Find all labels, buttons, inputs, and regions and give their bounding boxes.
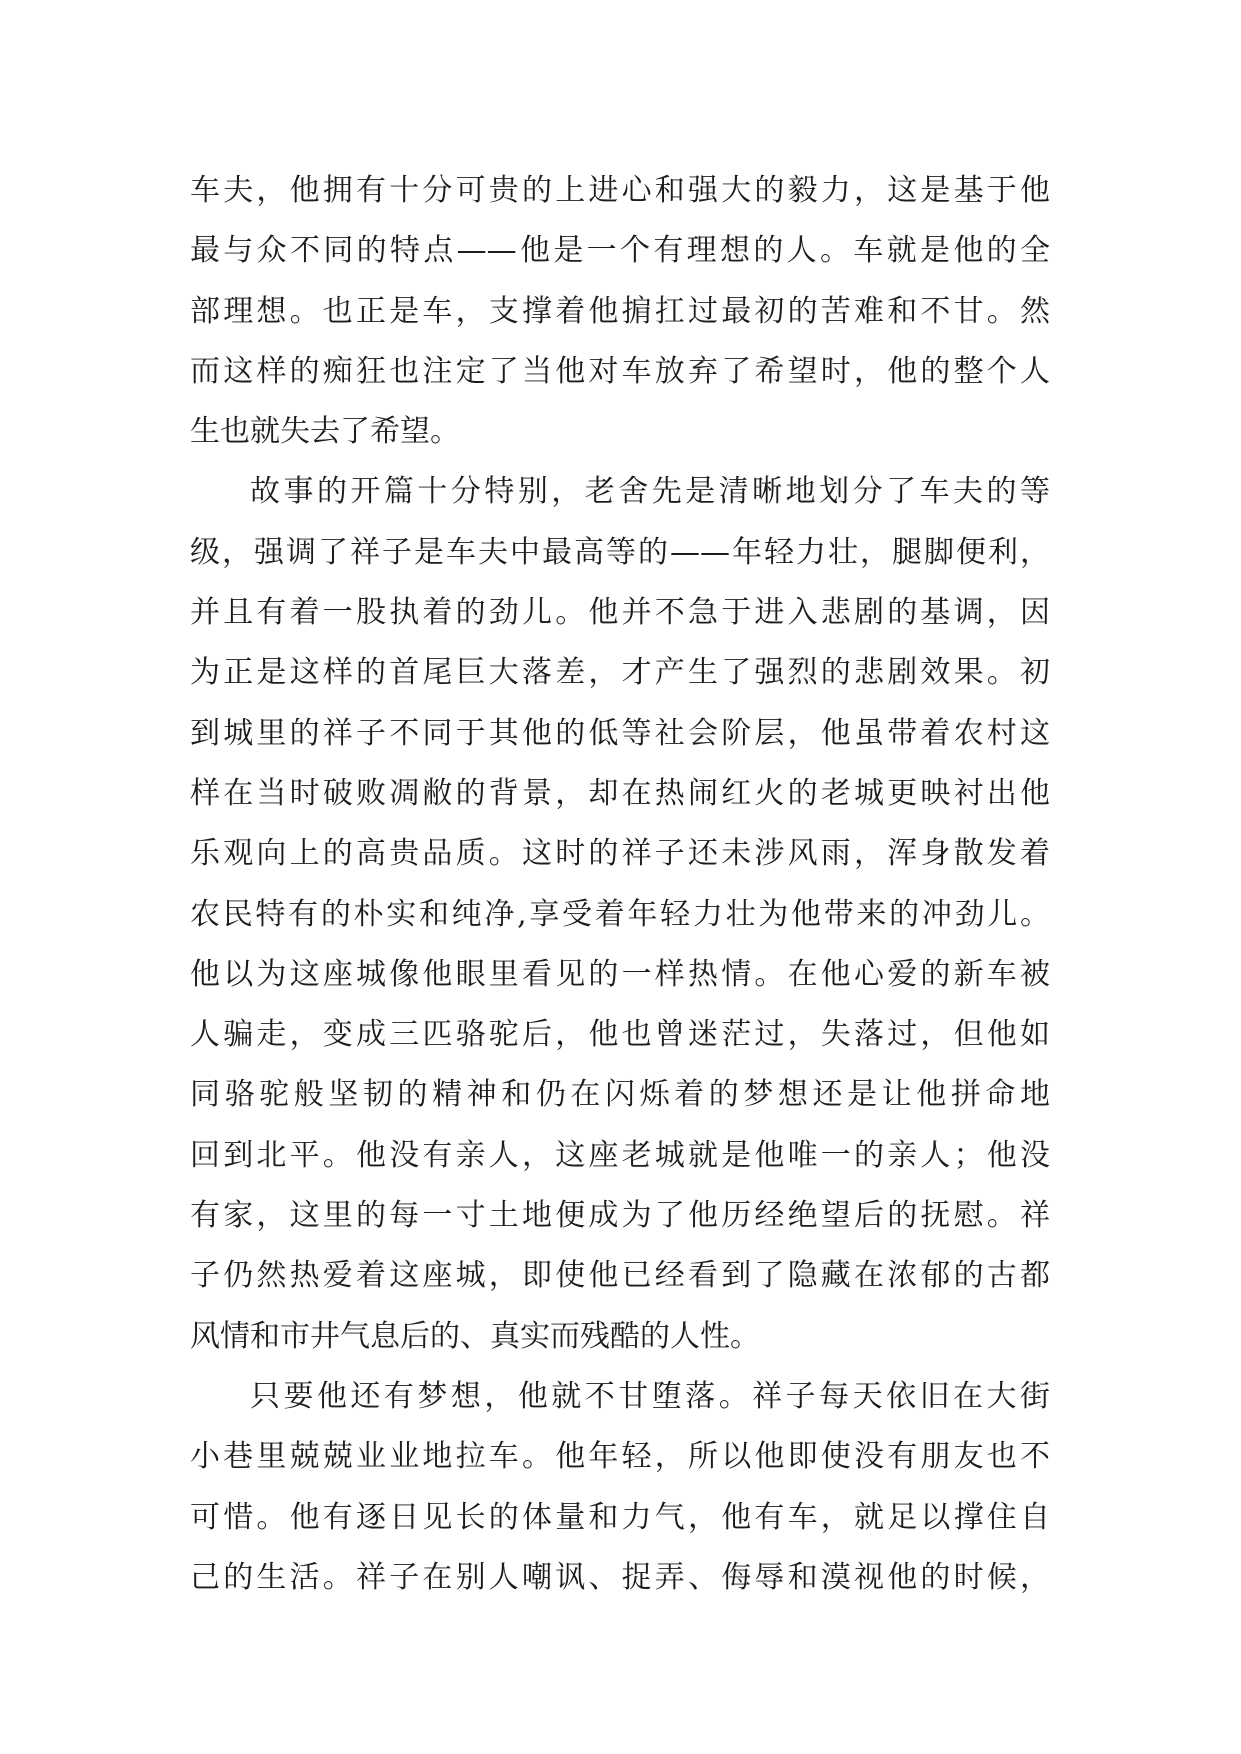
text-line: 样在当时破败凋敝的背景，却在热闹红火的老城更映衬出他: [190, 775, 1050, 811]
text-line: 可惜。他有逐日见长的体量和力气，他有车，就足以撑住自: [190, 1499, 1050, 1535]
text-line: 他以为这座城像他眼里看见的一样热情。在他心爱的新车被: [190, 956, 1050, 992]
paragraph: [190, 1367, 1050, 1608]
text-line: 农民特有的朴实和纯净,享受着年轻力壮为他带来的冲劲儿。: [190, 896, 1050, 932]
text-line: 为正是这样的首尾巨大落差，才产生了强烈的悲剧效果。初: [190, 655, 1050, 691]
text-line: 己的生活。祥子在别人嘲讽、捉弄、侮辱和漠视他的时候，: [190, 1559, 1050, 1595]
text-line: 并且有着一股执着的劲儿。他并不急于进入悲剧的基调，因: [190, 595, 1050, 631]
text-line: 同骆驼般坚韧的精神和仍在闪烁着的梦想还是让他拼命地: [190, 1077, 1050, 1113]
text-line: 到城里的祥子不同于其他的低等社会阶层，他虽带着农村这: [190, 715, 1050, 751]
text-line: 回到北平。他没有亲人，这座老城就是他唯一的亲人；他没: [190, 1137, 1050, 1173]
text-line: 子仍然热爱着这座城，即使他已经看到了隐藏在浓郁的古都: [190, 1258, 1050, 1294]
paragraph: [190, 161, 1050, 462]
paragraph: [190, 462, 1050, 1366]
text-line: 而这样的痴狂也注定了当他对车放弃了希望时，他的整个人: [190, 353, 1050, 389]
text-line: 只要他还有梦想，他就不甘堕落。祥子每天依旧在大街: [250, 1378, 1050, 1414]
text-line: 最与众不同的特点——他是一个有理想的人。车就是他的全: [190, 233, 1050, 269]
text-line: 小巷里兢兢业业地拉车。他年轻，所以他即使没有朋友也不: [190, 1439, 1050, 1475]
text-line: 生也就失去了希望。: [190, 414, 460, 450]
text-line: 有家，这里的每一寸土地便成为了他历经绝望后的抚慰。祥: [190, 1198, 1050, 1234]
text-line: 级，强调了祥子是车夫中最高等的——年轻力壮，腿脚便利，: [190, 534, 1050, 570]
body-text: [190, 161, 1050, 1608]
text-line: 部理想。也正是车，支撑着他掮扛过最初的苦难和不甘。然: [190, 293, 1050, 329]
text-line: 故事的开篇十分特别，老舍先是清晰地划分了车夫的等: [250, 474, 1050, 510]
text-line: 风情和市井气息后的、真实而残酷的人性。: [190, 1318, 760, 1354]
text-line: 乐观向上的高贵品质。这时的祥子还未涉风雨，浑身散发着: [190, 836, 1050, 872]
text-line: 人骗走，变成三匹骆驼后，他也曾迷茫过，失落过，但他如: [190, 1017, 1050, 1053]
text-line: 车夫，他拥有十分可贵的上进心和强大的毅力，这是基于他: [190, 173, 1050, 208]
